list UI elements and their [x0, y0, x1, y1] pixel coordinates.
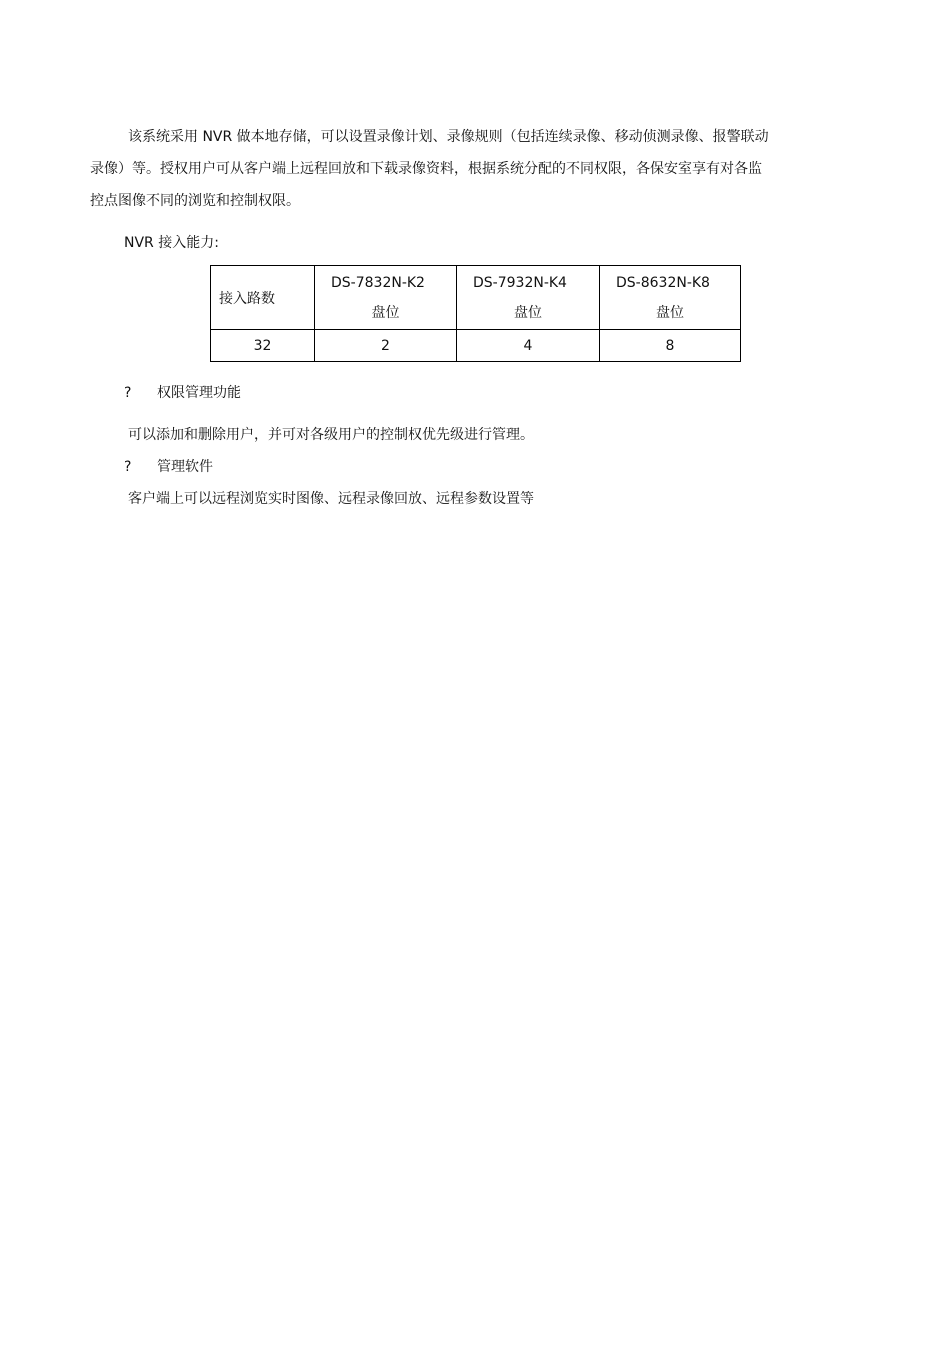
model-unit: 盘位 — [371, 304, 400, 321]
table-value-row — [211, 330, 741, 362]
model-unit: 盘位 — [514, 304, 542, 321]
section-title: 管理软件 — [157, 459, 213, 475]
table-model-cell — [315, 266, 457, 330]
table-value-cell: 2 — [315, 330, 457, 362]
nvr-capacity-table — [210, 265, 741, 362]
intro-line-1: 该系统采用 NVR 做本地存储，可以设置录像计划、录像规则（包括连续录像、移动侦测录像、报警联动 — [128, 129, 769, 145]
intro-line-3: 控点图像不同的浏览和控制权限。 — [90, 193, 300, 209]
section-body: 客户端上可以远程浏览实时图像、远程录像回放、远程参数设置等 — [128, 491, 534, 507]
section-body: 可以添加和删除用户，并可对各级用户的控制权优先级进行管理。 — [128, 427, 534, 443]
model-name: DS-7932N-K4 — [473, 274, 567, 291]
bullet-marker: ? — [124, 385, 132, 401]
model-unit: 盘位 — [656, 304, 684, 321]
section-title: 权限管理功能 — [157, 385, 241, 401]
bullet-marker: ? — [124, 459, 132, 475]
intro-line-2: 录像）等。授权用户可从客户端上远程回放和下载录像资料，根据系统分配的不同权限，各保安室享有对各监 — [90, 161, 762, 177]
table-value-cell: 32 — [211, 330, 315, 362]
table-value-cell: 8 — [600, 330, 741, 362]
table-row-header-cell: 接入路数 — [211, 266, 315, 330]
table-header-row — [211, 266, 741, 330]
model-name: DS-7832N-K2 — [331, 274, 425, 291]
nvr-capacity-heading: NVR 接入能力: — [124, 235, 219, 251]
table-model-cell — [600, 266, 741, 330]
model-name: DS-8632N-K8 — [616, 274, 710, 291]
table-value-cell: 4 — [457, 330, 600, 362]
table-model-cell — [457, 266, 600, 330]
